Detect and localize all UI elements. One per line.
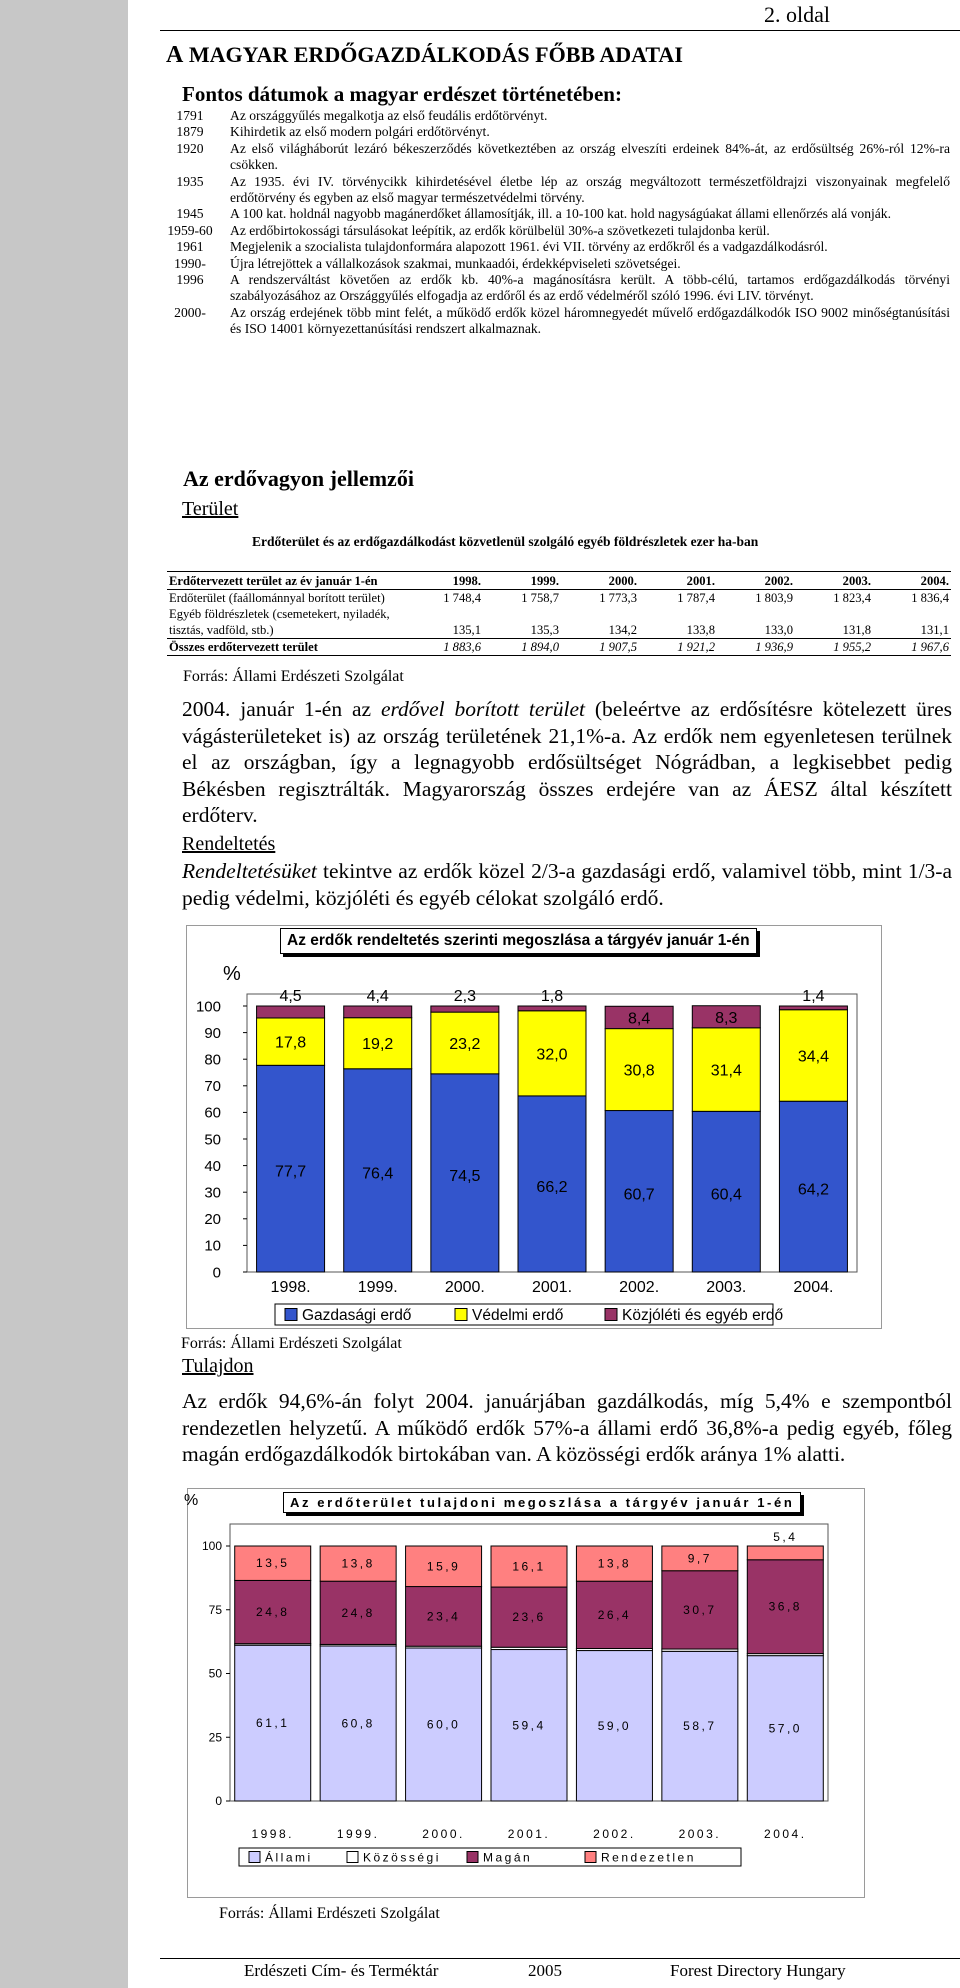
data-label: 64,2: [797, 1181, 829, 1199]
legend-label: Közösségi: [363, 1850, 441, 1865]
timeline-year: 1945: [176, 206, 204, 222]
table-header-year: 1998.: [405, 572, 483, 590]
table-cell: 1 748,4: [443, 591, 481, 605]
table-header-year: 1999.: [483, 572, 561, 590]
data-label: 59,4: [512, 1718, 546, 1733]
y-tick-label: 0: [212, 1264, 221, 1282]
table-header-year: 2000.: [561, 572, 639, 590]
x-tick-label: 2004.: [793, 1279, 834, 1296]
legend-swatch: [285, 1309, 297, 1321]
table-row: [167, 590, 951, 607]
y-tick-label: 75: [208, 1602, 222, 1617]
data-label: 4,4: [366, 988, 389, 1005]
purpose-heading: Rendeltetés: [182, 833, 276, 855]
purpose-chart-frame: [186, 925, 882, 1329]
table-cell: 1 936,9: [717, 639, 795, 656]
legend-swatch: [347, 1852, 358, 1863]
ownership-chart-title: Az erdőterület tulajdoni megoszlása a tárgyév január 1-én: [283, 1492, 801, 1513]
timeline-year: 1920: [176, 140, 204, 156]
data-label: 5,4: [773, 1530, 798, 1544]
table-header-year: 2003.: [795, 572, 873, 590]
data-label: 8,4: [628, 1010, 651, 1028]
data-label: 13,8: [597, 1556, 632, 1571]
timeline-year: 1935: [176, 173, 204, 189]
table-cell: 135,1: [452, 623, 481, 637]
paragraph-text-run: 2004. január 1-én az: [182, 697, 381, 721]
timeline-year: 1879: [176, 124, 204, 140]
table-cell: 1 921,2: [639, 639, 717, 656]
x-tick-label: 2000.: [444, 1279, 485, 1296]
timeline-item: [150, 305, 950, 338]
legend-swatch: [249, 1852, 260, 1863]
table-cell: 1 955,2: [795, 639, 873, 656]
table-cell: 135,3: [530, 623, 559, 637]
data-label: 57,0: [768, 1721, 802, 1736]
y-tick-label: 90: [204, 1024, 221, 1042]
x-tick-label: 2001.: [531, 1279, 573, 1296]
table-cell-label: Erdőterület (faállománnyal borított terület): [169, 591, 385, 605]
data-label: 32,0: [536, 1046, 568, 1064]
section-heading: Az erdővagyon jellemzői: [183, 466, 414, 491]
ownership-chart: [184, 1489, 864, 1897]
data-label: 60,0: [426, 1717, 461, 1732]
x-tick-label: 1998.: [251, 1827, 294, 1841]
table-cell: 1 883,6: [405, 639, 483, 656]
data-label: 23,2: [449, 1035, 481, 1053]
x-tick-label: 1998.: [270, 1279, 311, 1296]
timeline-text: Az ország erdejének több mint felét, a működő erdők közel háromnegyedét művelő erdőgazdálkodók ISO 9002 minőségtanúsítási és ISO 14001 környezettanúsítási rendszert alkalmaznak.: [230, 304, 950, 337]
timeline-text: Az első világháborút lezáró békeszerződés következtében az ország elveszíti erdeinek 84%-át, az erdősültség 26%-ról 12%-ra csökken.: [230, 140, 950, 173]
y-tick-label: 40: [204, 1157, 221, 1175]
timeline-item: [150, 239, 950, 255]
table-cell: 1 823,4: [833, 591, 871, 605]
table-header-year: 2001.: [639, 572, 717, 590]
table-cell: 1 836,4: [911, 591, 949, 605]
dates-title: Fontos dátumok a magyar erdészet történetében:: [182, 82, 622, 106]
bar-segment: [431, 1006, 499, 1012]
bar-segment: [779, 1006, 847, 1010]
y-tick-label: 0: [215, 1794, 222, 1809]
y-axis-label: %: [184, 1492, 199, 1509]
data-label: 31,4: [710, 1062, 742, 1080]
timeline-item: [150, 108, 950, 124]
table-cell: 1 967,6: [873, 639, 951, 656]
x-tick-label: 2003.: [678, 1827, 722, 1841]
timeline-text: Az 1935. évi IV. törvénycikk kihirdetésével életbe lép az ország megváltozott természetföldrajzi viszonyainak megfelelő erdőtörvény és egyben az első magyar természetvédelmi törvény.: [230, 173, 950, 206]
table-cell: 131,8: [842, 623, 871, 637]
y-tick-label: 25: [208, 1730, 222, 1745]
bar-segment: [518, 1006, 586, 1011]
data-label: 24,8: [256, 1605, 290, 1620]
y-tick-label: 70: [204, 1078, 221, 1096]
y-tick-label: 60: [204, 1104, 221, 1122]
data-label: 4,5: [279, 988, 302, 1005]
data-label: 24,8: [341, 1605, 375, 1620]
table-cell: 133,8: [686, 623, 715, 637]
footer-center: 2005: [528, 1961, 562, 1980]
y-tick-label: 100: [201, 1539, 222, 1554]
data-label: 17,8: [275, 1034, 307, 1052]
table-header-year: 2004.: [873, 572, 951, 590]
paragraph-text-run: erdővel borított terület: [380, 697, 586, 721]
x-tick-label: 1999.: [357, 1279, 398, 1296]
timeline-item: [150, 223, 950, 239]
page-title-text: A MAGYAR ERDŐGAZDÁLKODÁS FŐBB ADATAI: [166, 42, 683, 68]
data-label: 74,5: [449, 1167, 481, 1185]
purpose-chart-title: Az erdők rendeltetés szerinti megoszlása a tárgyév január 1-én: [280, 928, 757, 954]
legend-label: Védelmi erdő: [472, 1307, 564, 1325]
data-label: 60,8: [341, 1716, 375, 1731]
legend-label: Közjóléti és egyéb erdő: [622, 1307, 784, 1325]
timeline-year: 1959-60: [167, 222, 213, 238]
table-cell-label: tisztás, vadföld, stb.): [169, 623, 274, 637]
legend-label: Állami: [265, 1850, 313, 1865]
legend-label: Rendezetlen: [601, 1850, 696, 1865]
table-cell: 1 894,0: [483, 639, 561, 656]
table-cell-label: Egyéb földrészletek (csemetekert, nyiladék,: [169, 607, 390, 621]
legend-label: Gazdasági erdő: [302, 1307, 412, 1325]
header-rule: [160, 30, 960, 31]
table-cell: 1 907,5: [561, 639, 639, 656]
data-label: 23,6: [512, 1610, 546, 1625]
timeline-text: A rendszerváltást követően az erdők kb. 40%-a magánosításra került. A több-célú, tartamos erdőgazdálkodás törvényi szabályozásához az Országgyűlés elfogadja az erdőről és az erdő védelméről szóló 1996. évi LIV. törvényt.: [230, 272, 950, 304]
purpose-chart: [187, 926, 881, 1328]
data-label: 30,7: [683, 1602, 717, 1617]
footer-left: Erdészeti Cím- és Terméktár: [244, 1961, 439, 1980]
x-tick-label: 2001.: [507, 1827, 551, 1841]
page-number: 2. oldal: [764, 2, 830, 27]
table-cell: 131,1: [920, 623, 949, 637]
y-tick-label: 50: [204, 1131, 221, 1149]
timeline-year: 1961: [176, 239, 204, 255]
data-label: 13,8: [341, 1556, 375, 1571]
table-cell: 134,2: [608, 623, 637, 637]
data-label: 77,7: [275, 1163, 307, 1181]
left-sidebar-band: [0, 0, 128, 1988]
paragraph-text-run: (beleértve az erdősítésre kötelezett üres vágásterületeket is) az ország területének 21,1%-a. Az erdők nem egyenletesen terülnek el az országban, így a legnagyobb erdősültséget Nógrádban, a legkisebbet pedig Békésben regisztrálták. Magyarország összes erdejére van az ÁESZ által készített erdőterv.: [182, 697, 952, 827]
bar-segment: [747, 1546, 823, 1560]
data-label: 59,0: [597, 1718, 632, 1733]
y-tick-label: 100: [195, 998, 221, 1016]
data-label: 66,2: [536, 1178, 568, 1196]
x-tick-label: 2004.: [764, 1827, 807, 1841]
paragraph-purpose-italic: Rendeltetésüket: [182, 859, 317, 883]
table-cell: 1 787,4: [677, 591, 715, 605]
table-cell: 133,0: [764, 623, 793, 637]
x-tick-label: 2002.: [593, 1827, 636, 1841]
table-row: [167, 622, 951, 639]
data-label: 76,4: [362, 1165, 394, 1183]
data-label: 15,9: [426, 1559, 461, 1574]
table-row: [167, 606, 951, 622]
area-table: [167, 571, 951, 656]
paragraph-purpose-rest: tekintve az erdők közel 2/3-a gazdasági erdő, valamivel több, mint 1/3-a pedig védelmi, közjóléti és egyéb célokat szolgáló erdő.: [182, 859, 952, 910]
data-label: 30,8: [623, 1062, 655, 1080]
data-label: 1,8: [540, 988, 564, 1005]
data-label: 60,7: [623, 1186, 655, 1204]
table-cell: 1 803,9: [755, 591, 793, 605]
data-label: 60,4: [710, 1186, 742, 1204]
timeline-text: A 100 kat. holdnál nagyobb magánerdőket államosítják, ill. a 10-100 kat. hold nagyságúakat állami ellenőrzés alá vonják.: [230, 206, 892, 222]
data-label: 19,2: [362, 1036, 394, 1054]
y-axis-label: %: [223, 963, 241, 985]
table-header-row: [167, 572, 951, 590]
table-caption: Erdőterület és az erdőgazdálkodást közvetlenül szolgáló egyéb földrészletek ezer ha-ban: [252, 534, 759, 549]
area-heading: Terület: [182, 498, 239, 520]
timeline-item: [150, 206, 950, 222]
page-title: [166, 42, 683, 69]
ownership-heading: Tulajdon: [182, 1355, 254, 1377]
table-cell: 1 758,7: [521, 591, 559, 605]
timeline-item: [150, 124, 950, 140]
timeline-text: Megjelenik a szocialista tulajdonformára alapozott 1961. évi VII. törvény az erdőkről és a vadgazdálkodásról.: [230, 239, 828, 255]
timeline-item: [150, 256, 950, 272]
paragraph-area: [182, 696, 952, 829]
y-tick-label: 50: [208, 1666, 222, 1681]
timeline-text: Az országgyűlés megalkotja az első feudális erdőtörvényt.: [230, 108, 548, 123]
data-label: 1,4: [802, 988, 825, 1005]
timeline-text: Újra létrejöttek a vállalkozások szakmai, munkaadói, érdekképviseleti szövetségei.: [230, 255, 681, 271]
source-note: Forrás: Állami Erdészeti Szolgálat: [219, 1905, 440, 1922]
x-tick-label: 2000.: [422, 1827, 465, 1841]
timeline-year: 1990-: [174, 255, 206, 271]
timeline-list: [150, 108, 950, 338]
data-label: 16,1: [512, 1559, 546, 1574]
y-tick-label: 10: [204, 1237, 221, 1255]
table-cell-label: Összes erdőtervezett terület: [167, 639, 405, 656]
source-note: Forrás: Állami Erdészeti Szolgálat: [183, 668, 404, 685]
data-label: 2,3: [453, 988, 476, 1005]
x-tick-label: 2003.: [706, 1279, 747, 1296]
source-note: Forrás: Állami Erdészeti Szolgálat: [181, 1335, 402, 1352]
x-tick-label: 2002.: [619, 1279, 660, 1296]
timeline-text: Az erdőbirtokossági társulásokat leépítik, az erdők körülbelül 30%-a szövetkezeti tulajdonba kerül.: [230, 222, 770, 238]
data-label: 58,7: [683, 1719, 717, 1734]
data-label: 13,5: [256, 1556, 290, 1571]
y-tick-label: 80: [204, 1051, 221, 1069]
ownership-chart-frame: [184, 1488, 865, 1898]
timeline-year: 2000-: [174, 304, 206, 320]
data-label: 34,4: [797, 1048, 829, 1066]
timeline-year: 1791: [176, 108, 204, 123]
bar-segment: [257, 1006, 325, 1018]
data-label: 23,4: [426, 1609, 461, 1624]
legend-swatch: [605, 1309, 617, 1321]
y-tick-label: 30: [204, 1184, 221, 1202]
footer-rule: [160, 1958, 960, 1959]
timeline-text: Kihirdetik az első modern polgári erdőtörvényt.: [230, 124, 490, 140]
footer-right: Forest Directory Hungary: [670, 1961, 846, 1980]
bar-segment: [344, 1006, 412, 1018]
timeline-item: [150, 272, 950, 305]
legend-swatch: [455, 1309, 467, 1321]
x-tick-label: 1999.: [336, 1827, 380, 1841]
table-header-label: Erdőtervezett terület az év január 1-én: [167, 572, 405, 590]
timeline-year: 1996: [176, 272, 204, 288]
paragraph-purpose: [182, 858, 952, 911]
data-label: 9,7: [687, 1551, 712, 1566]
data-label: 61,1: [256, 1716, 290, 1731]
table-header-year: 2002.: [717, 572, 795, 590]
paragraph-ownership: Az erdők 94,6%-án folyt 2004. januárjában gazdálkodás, míg 5,4% e szempontból rendezetlen helyzetű. A működő erdők 57%-a állami erdő 36,8%-a pedig egyéb, főleg magán erdőgazdálkodók birtokában van. A közösségi erdők aránya 1% alatti.: [182, 1389, 952, 1466]
y-tick-label: 20: [204, 1211, 221, 1229]
timeline-item: [150, 174, 950, 207]
data-label: 8,3: [715, 1009, 738, 1027]
legend-label: Magán: [483, 1850, 533, 1865]
legend-swatch: [467, 1852, 478, 1863]
timeline-item: [150, 141, 950, 174]
data-label: 36,8: [768, 1599, 802, 1614]
table-total-row: [167, 639, 951, 656]
legend-swatch: [585, 1852, 596, 1863]
table-cell: 1 773,3: [599, 591, 637, 605]
data-label: 26,4: [597, 1607, 632, 1622]
